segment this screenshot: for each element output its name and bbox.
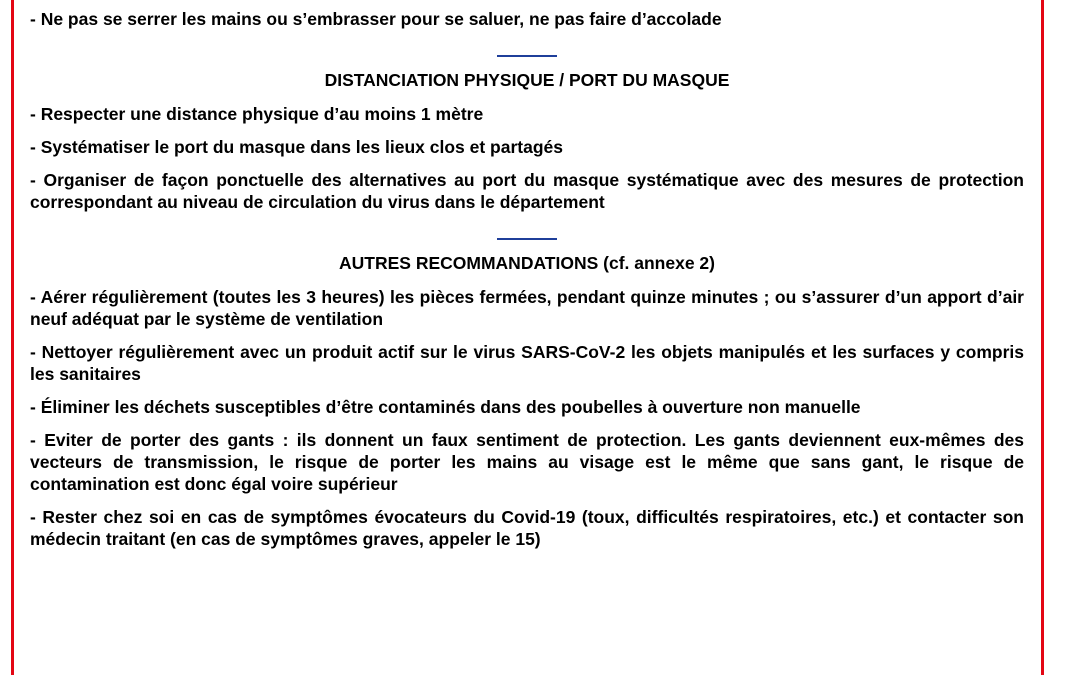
list-item: - Éliminer les déchets susceptibles d’être contaminés dans des poubelles à ouverture non manuelle bbox=[30, 397, 861, 417]
list-item: - Eviter de porter des gants : ils donnent un faux sentiment de protection. Les gants deviennent eux-mêmes des vecteurs de transmission, le risque de porter les mains au visage est le même que sans gant, le risque de contamination est donc égal voire supérieur bbox=[30, 430, 1024, 494]
intro-item: - Ne pas se serrer les mains ou s’embrasser pour se saluer, ne pas faire d’accolade bbox=[30, 9, 722, 29]
section-title-autres-recommandations: AUTRES RECOMMANDATIONS (cf. annexe 2) bbox=[339, 253, 715, 273]
page-border-left bbox=[11, 0, 14, 675]
section-separator bbox=[497, 238, 557, 240]
list-item: - Rester chez soi en cas de symptômes évocateurs du Covid-19 (toux, difficultés respiratoires, etc.) et contacter son médecin traitant (en cas de symptômes graves, appeler le 15) bbox=[30, 507, 1024, 549]
list-item: - Aérer régulièrement (toutes les 3 heures) les pièces fermées, pendant quinze minutes ; ou s’assurer d’un apport d’air neuf adéquat par le système de ventilation bbox=[30, 287, 1024, 329]
list-item: - Nettoyer régulièrement avec un produit actif sur le virus SARS-CoV-2 les objets manipulés et les surfaces y compris les sanitaires bbox=[30, 342, 1024, 384]
list-item: - Respecter une distance physique d’au moins 1 mètre bbox=[30, 104, 484, 124]
section-separator bbox=[497, 55, 557, 57]
page-border-right bbox=[1041, 0, 1044, 675]
document-content bbox=[30, 8, 1024, 561]
list-item: - Organiser de façon ponctuelle des alternatives au port du masque systématique avec des mesures de protection correspondant au niveau de circulation du virus dans le département bbox=[30, 170, 1024, 212]
list-item: - Systématiser le port du masque dans les lieux clos et partagés bbox=[30, 137, 563, 157]
section-title-distanciation: DISTANCIATION PHYSIQUE / PORT DU MASQUE bbox=[324, 70, 730, 90]
